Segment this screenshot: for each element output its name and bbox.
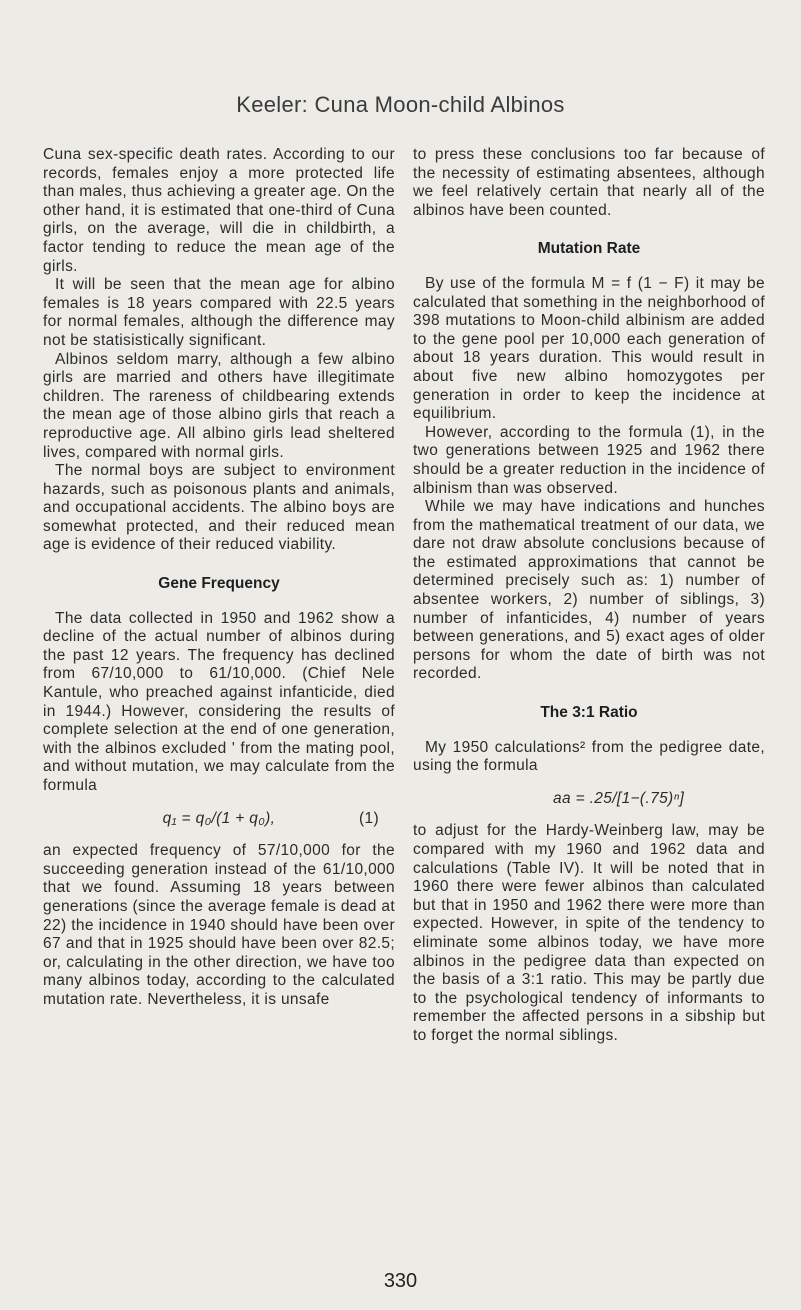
section-heading-gene-frequency: Gene Frequency	[158, 575, 280, 593]
paragraph: to press these conclusions too far because of the necessity of estimating absentees, although we feel relatively certain that nearly all of the albinos have been counted.	[413, 146, 765, 219]
paragraph: It will be seen that the mean age for albino females is 18 years compared with 22.5 years for normal females, although the difference may not be statisistically significant.	[43, 276, 395, 349]
left-column	[43, 146, 395, 1010]
paragraph: While we may have indications and hunches from the mathematical treatment of our data, we dare not draw absolute conclusions because of the estimated approximations that cannot be determined precisely such as: 1) number of absentee workers, 2) number of siblings, 3) number of infanticides, 4) number of years between generations, and 5) exact ages of older persons for whom the date of birth was not recorded.	[413, 498, 765, 683]
paragraph: By use of the formula M = f (1 − F) it may be calculated that something in the neighborhood of 398 mutations to Moon-child albinism are added to the gene pool per 10,000 each generation of about 18 years duration. This would result in about five new albino homozygotes per generation in order to keep the incidence at equilibrium.	[413, 274, 765, 423]
page-number: 330	[383, 1270, 418, 1292]
right-column	[413, 146, 765, 1046]
formula-2: aa = .25/[1−(.75)ⁿ]	[553, 789, 685, 807]
section-heading-mutation-rate: Mutation Rate	[537, 240, 641, 258]
paragraph: Cuna sex-specific death rates. According to our records, females enjoy a more protected life than males, thus achieving a greater age. On the other hand, it is estimated that one-third of Cuna girls, on the average, will die in childbirth, a factor tending to reduce the mean age of the girls.	[43, 146, 395, 275]
paragraph: The normal boys are subject to environment hazards, such as poisonous plants and animals, and occupational accidents. The albino boys are somewhat protected, and their reduced mean age is evidence of their reduced viability.	[43, 462, 395, 554]
equation-number: (1)	[359, 809, 379, 827]
paragraph: to adjust for the Hardy-Weinberg law, may be compared with my 1960 and 1962 data and calculations (Table IV). It will be noted that in 1960 there were fewer albinos than calculated but that in 1950 and 1962 there were more than expected. However, in spite of the tendency to eliminate some albinos today, we have more albinos in the pedigree data than expected on the basis of a 3:1 ratio. This may be partly due to the psychological tendency of informants to remember the affected persons in a sibship but to forget the normal siblings.	[413, 822, 765, 1044]
paragraph: The data collected in 1950 and 1962 show a decline of the actual number of albinos during the past 12 years. The frequency has declined from 67/10,000 to 61/10,000. (Chief Nele Kantule, who preached against infanticide, died in 1944.) However, considering the results of complete selection at the end of one generation, with the albinos excluded ' from the mating pool, and without mutation, we may calculate from the formula	[43, 609, 395, 794]
section-heading-ratio: The 3:1 Ratio	[540, 704, 638, 722]
paragraph: However, according to the formula (1), in the two generations between 1925 and 1962 there should be a greater reduction in the incidence of albinism than was observed.	[413, 423, 765, 497]
formula-1	[43, 810, 395, 829]
formula-text: q₁ = q₀/(1 + q₀),	[162, 809, 276, 827]
paragraph: Albinos seldom marry, although a few albino girls are married and others have illegitimate children. The rareness of childbearing extends the mean age of those albino girls that reach a reproductive age. All albino girls lead sheltered lives, compared with normal girls.	[43, 350, 395, 461]
paragraph: an expected frequency of 57/10,000 for the succeeding generation instead of the 61/10,000 that we found. Assuming 18 years between generations (since the average female is dead at 22) the incidence in 1940 should have been over 67 and that in 1925 should have been over 82.5; or, calculating in the other direction, we have too many albinos today, according to the calculated mutation rate. Nevertheless, it is unsafe	[43, 842, 395, 1008]
paragraph: My 1950 calculations² from the pedigree date, using the formula	[413, 738, 765, 775]
running-header: Keeler: Cuna Moon-child Albinos	[236, 92, 565, 117]
